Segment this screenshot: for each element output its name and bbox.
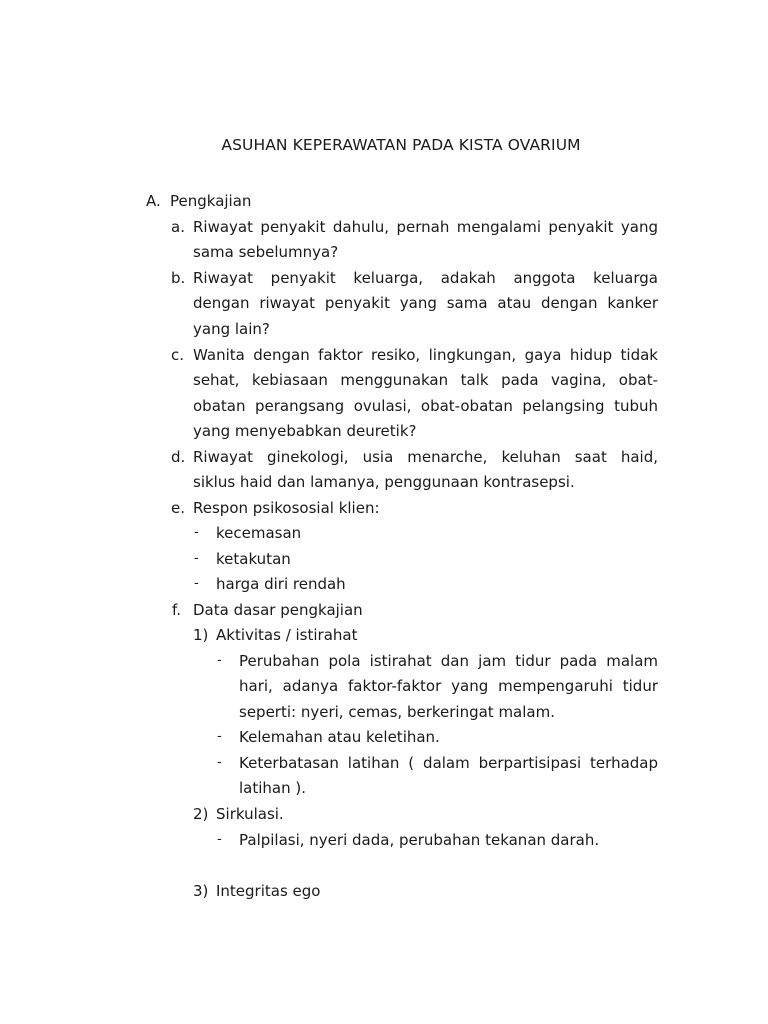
sub-1-item-1-line-2: hari, adanya faktor-faktor yang mempengaruhi tidur bbox=[239, 677, 658, 695]
sub-1-bullet-1 bbox=[0, 648, 768, 674]
item-d-marker: d. bbox=[171, 448, 186, 466]
item-a-cont bbox=[0, 239, 768, 265]
sub-2-label: Sirkulasi. bbox=[216, 805, 284, 823]
item-a bbox=[0, 214, 768, 240]
bullet-dash: - bbox=[194, 576, 199, 591]
item-e-marker: e. bbox=[171, 499, 185, 517]
sub-2-item-1: Palpilasi, nyeri dada, perubahan tekanan darah. bbox=[239, 831, 600, 849]
sub-1-item-1-line-1: Perubahan pola istirahat dan jam tidur pada malam bbox=[239, 652, 658, 670]
item-f-marker: f. bbox=[172, 601, 181, 619]
item-e-bullet-2 bbox=[0, 546, 768, 572]
item-d-cont bbox=[0, 469, 768, 495]
item-c-cont-3 bbox=[0, 418, 768, 444]
item-c-cont-1 bbox=[0, 367, 768, 393]
sub-1-label: Aktivitas / istirahat bbox=[216, 626, 358, 644]
sub-1-marker: 1) bbox=[193, 626, 209, 644]
sub-2-bullet-1 bbox=[0, 827, 768, 853]
sub-1-bullet-1-cont-2 bbox=[0, 699, 768, 725]
sub-1-item-2: Kelemahan atau keletihan. bbox=[239, 728, 440, 746]
item-b-cont-2 bbox=[0, 316, 768, 342]
item-b bbox=[0, 265, 768, 291]
sub-1-bullet-1-cont-1 bbox=[0, 673, 768, 699]
sub-1-item-3-line-2: latihan ). bbox=[239, 779, 307, 797]
sub-2-marker: 2) bbox=[193, 805, 209, 823]
sub-1-item-1-line-3: seperti: nyeri, cemas, berkeringat malam. bbox=[239, 703, 555, 721]
document-title: ASUHAN KEPERAWATAN PADA KISTA OVARIUM bbox=[221, 136, 581, 154]
bullet-dash: - bbox=[194, 525, 199, 540]
item-b-line-3: yang lain? bbox=[193, 320, 270, 338]
sub-1-bullet-3-cont bbox=[0, 775, 768, 801]
section-a-marker: A. bbox=[146, 192, 161, 210]
bullet-dash: - bbox=[217, 653, 222, 668]
sub-3-marker: 3) bbox=[193, 882, 209, 900]
sub-1 bbox=[0, 622, 768, 648]
item-a-marker: a. bbox=[171, 218, 185, 236]
bullet-dash: - bbox=[194, 551, 199, 566]
item-c-marker: c. bbox=[171, 346, 185, 364]
item-c bbox=[0, 342, 768, 368]
item-e-label: Respon psikososial klien: bbox=[193, 499, 380, 517]
item-a-line-2: sama sebelumnya? bbox=[193, 243, 339, 261]
item-c-line-3: obatan perangsang ovulasi, obat-obatan pelangsing tubuh bbox=[193, 397, 658, 415]
item-b-line-1: Riwayat penyakit keluarga, adakah anggota keluarga bbox=[193, 269, 658, 287]
item-c-cont-2 bbox=[0, 393, 768, 419]
item-d-line-2: siklus haid dan lamanya, penggunaan kontrasepsi. bbox=[193, 473, 575, 491]
item-c-line-2: sehat, kebiasaan menggunakan talk pada vagina, obat- bbox=[193, 371, 658, 389]
sub-3 bbox=[0, 878, 768, 904]
item-e bbox=[0, 495, 768, 521]
sub-1-bullet-2 bbox=[0, 724, 768, 750]
section-a bbox=[0, 188, 768, 214]
bullet-dash: - bbox=[217, 832, 222, 847]
bullet-dash: - bbox=[217, 755, 222, 770]
sub-1-bullet-3 bbox=[0, 750, 768, 776]
item-f-label: Data dasar pengkajian bbox=[193, 601, 363, 619]
sub-3-label: Integritas ego bbox=[216, 882, 321, 900]
item-e-text-2: ketakutan bbox=[216, 550, 291, 568]
section-a-label: Pengkajian bbox=[170, 192, 252, 210]
item-d bbox=[0, 444, 768, 470]
item-e-bullet-3 bbox=[0, 571, 768, 597]
item-b-cont-1 bbox=[0, 290, 768, 316]
item-a-line-1: Riwayat penyakit dahulu, pernah mengalami penyakit yang bbox=[193, 218, 658, 236]
item-e-bullet-1 bbox=[0, 520, 768, 546]
sub-2 bbox=[0, 801, 768, 827]
item-c-line-4: yang menyebabkan deuretik? bbox=[193, 422, 417, 440]
bullet-dash: - bbox=[217, 729, 222, 744]
item-e-text-1: kecemasan bbox=[216, 524, 302, 542]
item-d-line-1: Riwayat ginekologi, usia menarche, keluhan saat haid, bbox=[193, 448, 658, 466]
item-b-line-2: dengan riwayat penyakit yang sama atau dengan kanker bbox=[193, 294, 658, 312]
item-b-marker: b. bbox=[171, 269, 186, 287]
item-c-line-1: Wanita dengan faktor resiko, lingkungan, gaya hidup tidak bbox=[193, 346, 658, 364]
sub-1-item-3-line-1: Keterbatasan latihan ( dalam berpartisipasi terhadap bbox=[239, 754, 658, 772]
item-f bbox=[0, 597, 768, 623]
item-e-text-3: harga diri rendah bbox=[216, 575, 346, 593]
